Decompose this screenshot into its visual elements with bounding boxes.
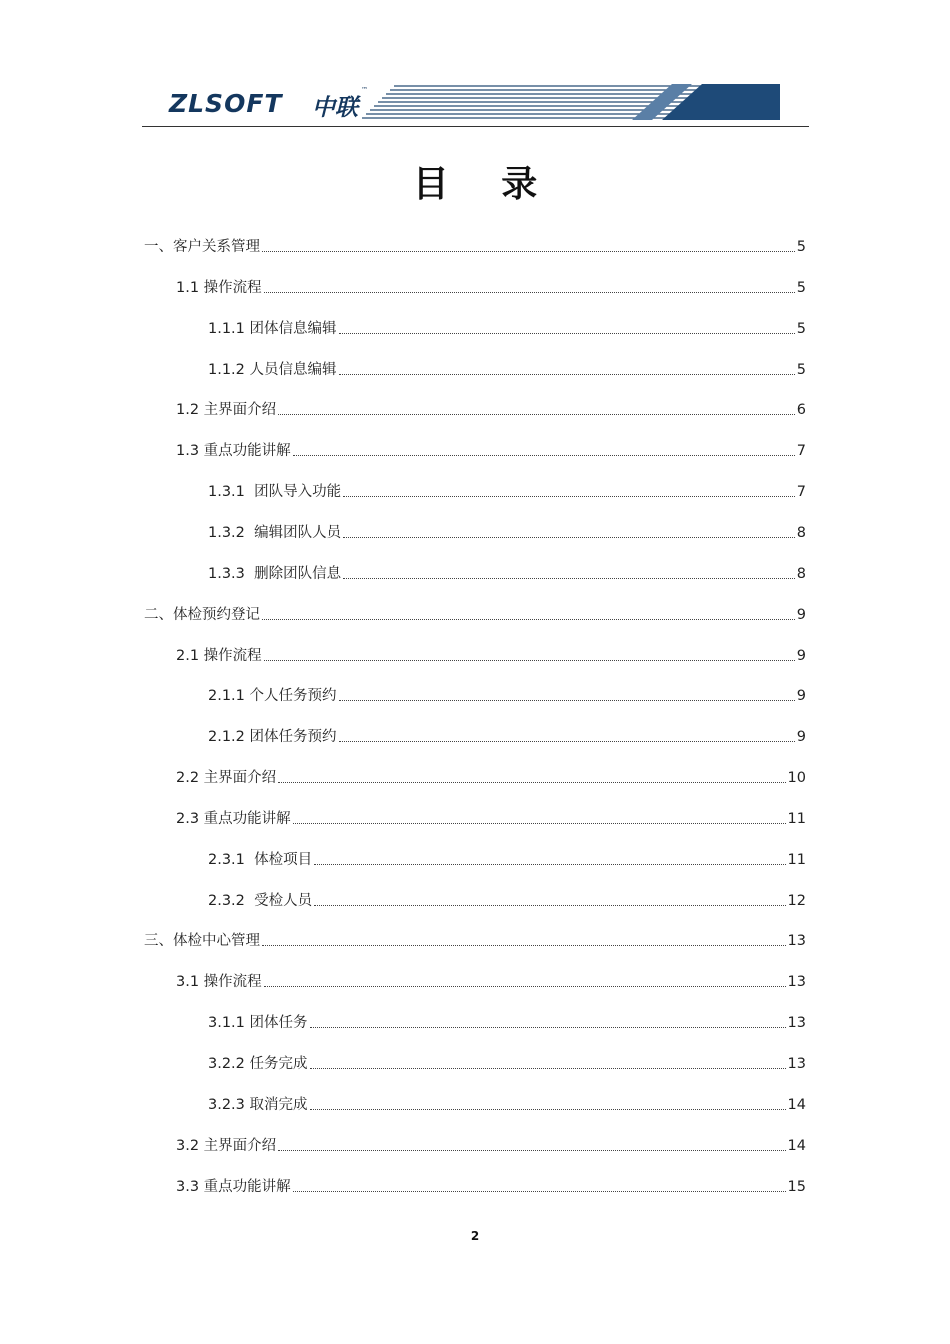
toc-entry-label: 2.1.2 团体任务预约	[208, 729, 337, 746]
toc-dot-leader	[264, 292, 795, 293]
toc-dot-leader	[262, 619, 795, 620]
toc-entry-label: 2.2 主界面介绍	[176, 770, 277, 787]
toc-entry[interactable]	[208, 1095, 806, 1115]
toc-entry-page: 9	[796, 606, 806, 623]
toc-entry-label: 2.3.1 体检项目	[208, 851, 313, 868]
toc-dot-leader	[262, 945, 786, 946]
logo-stripe-banner	[362, 84, 780, 120]
toc-dot-leader	[343, 496, 795, 497]
toc-entry-page: 9	[796, 647, 806, 664]
toc-dot-leader	[314, 864, 785, 865]
toc-entry[interactable]	[176, 1136, 806, 1156]
toc-dot-leader	[278, 1150, 785, 1151]
toc-entry-page: 6	[796, 402, 806, 419]
toc-entry[interactable]	[208, 1013, 806, 1033]
toc-entry[interactable]	[208, 523, 806, 543]
toc-entry-label: 2.3.2 受检人员	[208, 892, 313, 909]
page-header	[142, 80, 809, 128]
toc-entry[interactable]	[176, 646, 806, 666]
toc-entry-page: 9	[796, 688, 806, 705]
toc-entry-label: 2.1 操作流程	[176, 647, 262, 664]
toc-entry-label: 3.3 重点功能讲解	[176, 1178, 291, 1195]
toc-entry[interactable]	[208, 360, 806, 380]
toc-entry-page: 13	[787, 1056, 806, 1072]
toc-entry[interactable]	[208, 319, 806, 339]
toc-dot-leader	[264, 660, 795, 661]
toc-entry[interactable]	[208, 564, 806, 584]
toc-entry-label: 1.3.3 删除团队信息	[208, 565, 342, 582]
toc-dot-leader	[310, 1027, 786, 1028]
toc-entry[interactable]	[176, 809, 806, 829]
company-logo-chinese: 中联	[312, 95, 358, 121]
toc-entry[interactable]	[176, 768, 806, 788]
toc-dot-leader	[339, 333, 795, 334]
toc-entry-page: 7	[796, 443, 806, 460]
toc-entry-page: 11	[787, 851, 806, 868]
toc-entry[interactable]	[208, 686, 806, 706]
toc-entry-page: 13	[787, 1015, 806, 1032]
page-title: 目 录	[412, 164, 558, 205]
toc-dot-leader	[314, 905, 785, 906]
toc-entry-label: 三、体检中心管理	[144, 933, 260, 950]
toc-entry-label: 3.1.1 团体任务	[208, 1015, 308, 1032]
toc-entry[interactable]	[176, 278, 806, 298]
toc-entry[interactable]	[208, 727, 806, 747]
toc-dot-leader	[339, 374, 795, 375]
toc-entry-page: 13	[787, 974, 806, 991]
toc-entry-page: 9	[796, 729, 806, 746]
toc-entry[interactable]	[144, 237, 806, 257]
toc-entry-label: 2.3 重点功能讲解	[176, 810, 291, 827]
toc-dot-leader	[310, 1109, 786, 1110]
toc-dot-leader	[262, 251, 795, 252]
toc-entry-page: 12	[787, 892, 806, 909]
toc-entry-label: 3.2 主界面介绍	[176, 1137, 277, 1154]
toc-entry-label: 1.1 操作流程	[176, 279, 262, 296]
toc-dot-leader	[293, 455, 795, 456]
toc-entry-page: 5	[796, 361, 806, 378]
toc-entry-label: 1.1.1 团体信息编辑	[208, 320, 337, 337]
toc-entry-label: 二、体检预约登记	[144, 606, 260, 623]
toc-entry-page: 8	[796, 524, 806, 541]
toc-dot-leader	[343, 537, 795, 538]
toc-entry-page: 13	[787, 933, 806, 950]
header-divider	[142, 126, 809, 127]
toc-dot-leader	[339, 700, 795, 701]
toc-dot-leader	[310, 1068, 786, 1069]
toc-entry-label: 3.2.2 任务完成	[208, 1056, 308, 1072]
toc-dot-leader	[339, 741, 795, 742]
toc-entry-label: 1.3 重点功能讲解	[176, 443, 291, 460]
toc-entry-label: 3.1 操作流程	[176, 974, 262, 991]
toc-entry[interactable]	[208, 891, 806, 911]
toc-entry[interactable]	[176, 972, 806, 992]
toc-entry[interactable]	[208, 850, 806, 870]
company-logo-text: ZLSOFT	[169, 89, 283, 118]
toc-entry-page: 11	[787, 810, 806, 827]
toc-dot-leader	[293, 1191, 786, 1192]
toc-entry-page: 10	[787, 770, 806, 787]
toc-dot-leader	[278, 782, 785, 783]
toc-entry-label: 1.1.2 人员信息编辑	[208, 361, 337, 378]
toc-entry-page: 5	[796, 320, 806, 337]
toc-entry-page: 5	[796, 239, 806, 255]
toc-entry[interactable]	[144, 605, 806, 625]
toc-dot-leader	[264, 986, 786, 987]
toc-entry[interactable]	[144, 931, 806, 951]
trademark-mark: ™	[361, 86, 368, 94]
toc-entry-page: 5	[796, 279, 806, 296]
toc-entry[interactable]	[176, 441, 806, 461]
toc-entry-label: 一、客户关系管理	[144, 239, 260, 255]
toc-dot-leader	[278, 414, 795, 415]
toc-entry-label: 1.3.2 编辑团队人员	[208, 524, 342, 541]
toc-dot-leader	[343, 578, 795, 579]
toc-dot-leader	[293, 823, 786, 824]
toc-entry-label: 3.2.3 取消完成	[208, 1096, 308, 1113]
toc-entry-page: 15	[787, 1178, 806, 1195]
toc-entry-label: 1.3.1 团队导入功能	[208, 484, 342, 501]
toc-entry[interactable]	[176, 400, 806, 420]
toc-entry-page: 7	[796, 484, 806, 501]
toc-entry-page: 8	[796, 565, 806, 582]
toc-entry-page: 14	[787, 1137, 806, 1154]
toc-entry-page: 14	[787, 1096, 806, 1113]
toc-entry[interactable]	[208, 1054, 806, 1074]
toc-entry-label: 1.2 主界面介绍	[176, 402, 277, 419]
page-number: 2	[470, 1229, 480, 1243]
toc-entry[interactable]	[208, 482, 806, 502]
toc-entry-label: 2.1.1 个人任务预约	[208, 688, 337, 705]
toc-entry[interactable]	[176, 1177, 806, 1197]
